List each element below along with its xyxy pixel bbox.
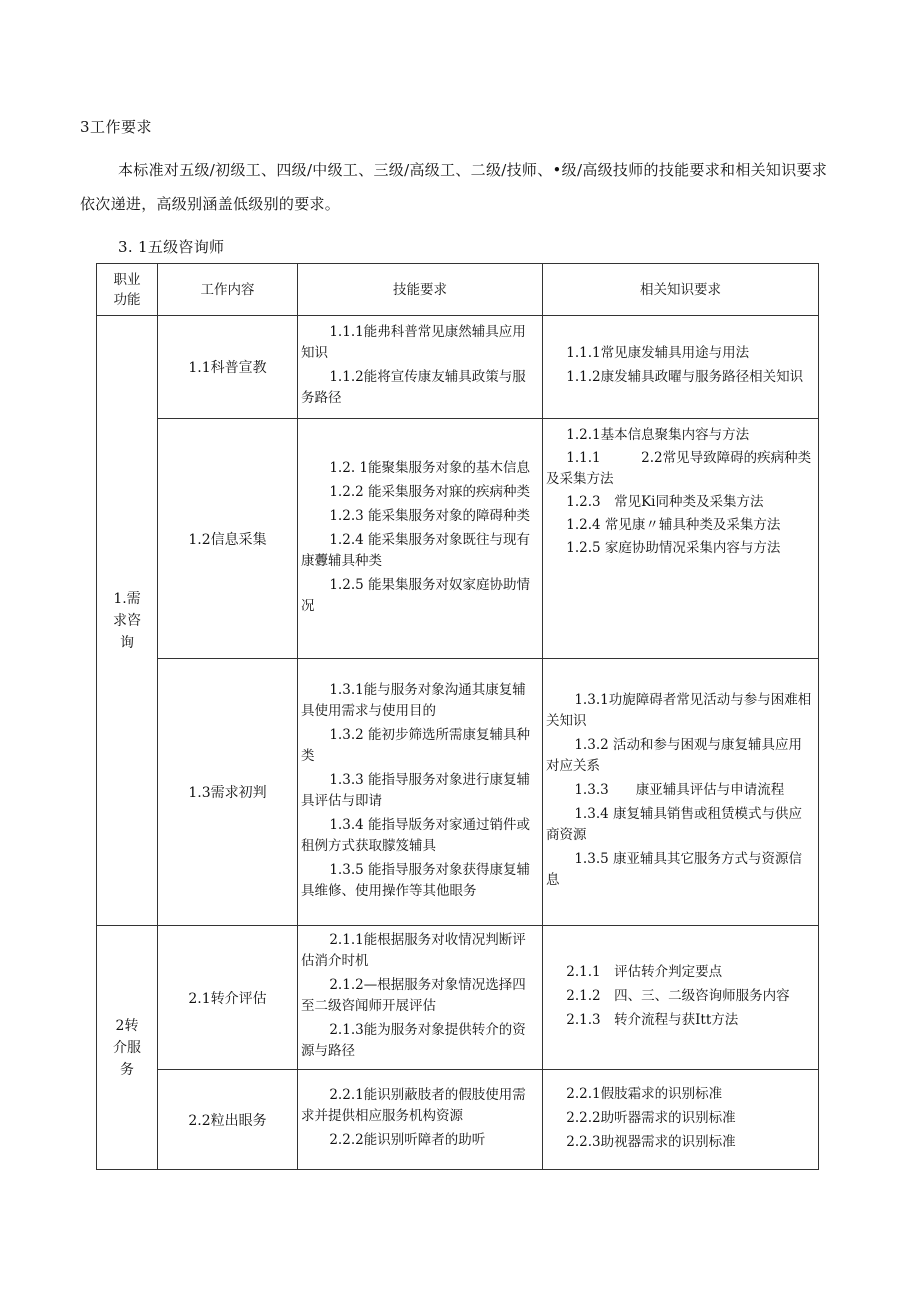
section-heading: 3工作要求 <box>80 118 153 136</box>
table-row <box>97 1070 819 1170</box>
content-cell: 1.3需求初判 <box>158 659 298 926</box>
knowledge-cell: 1.2.1基本信息聚集内容与方法 1.1.1 2.2常见导致障碍的疾病种类及采集方法 1.2.3 常见Ki同种类及采集方法 1.2.4 常见康〃辅具种类及采集方法 1.2.5 家庭协助情况采集内容与方法 <box>543 419 819 659</box>
function-cell: 1.需求咨询 <box>97 316 158 926</box>
skill-cell: 1.2. 1能聚集服务对象的基木信息 1.2.2 能采集服务对寐的疾病种类 1.2.3 能采集服务对象的障碍种类 1.2.4 能采集服务对象既往与现有康虋辅具种类 1.2.5 能果集服务对奴家庭协助情况 <box>298 419 543 659</box>
knowledge-cell: 1.1.1常见康发辅具用途与用法 1.1.2康发辅具政曜与服务路径相关知识 <box>543 316 819 419</box>
table-row <box>97 926 819 1070</box>
content-cell: 2.2粒出眼务 <box>158 1070 298 1170</box>
knowledge-cell: 2.2.1假肢霜求的识别标准 2.2.2助听器需求的识别标准 2.2.3助视器需求的识别标准 <box>543 1070 819 1170</box>
intro-paragraph: 本标准对五级/初级工、四级/中级工、三级/高级工、二级/技师、•级/高级技师的技能要求和相关知识要求依次递进，高级别涵盖低级别的要求。 <box>80 161 828 213</box>
table-row <box>97 419 819 659</box>
function-cell: 2转介服务 <box>97 926 158 1170</box>
content-cell: 2.1转介评估 <box>158 926 298 1070</box>
header-function: 职业功能 <box>97 264 158 316</box>
knowledge-cell: 2.1.1 评估转介判定要点 2.1.2 四、三、二级咨询师服务内容 2.1.3 转介流程与获Itt方法 <box>543 926 819 1070</box>
content-cell: 1.2信息采集 <box>158 419 298 659</box>
skill-cell: 1.1.1能弗科普常见康然辅具应用知识 1.1.2能将宣传康友辅具政策与服务路径 <box>298 316 543 419</box>
header-content: 工作内容 <box>158 264 298 316</box>
skill-cell: 2.2.1能识别蔽肢者的假肢使用需求并提供相应服务机构资源 2.2.2能识别听障者的助听 <box>298 1070 543 1170</box>
header-knowledge: 相关知识要求 <box>543 264 819 316</box>
subsection-heading: 3. 1五级咨询师 <box>118 238 225 256</box>
table-row <box>97 659 819 926</box>
knowledge-cell: 1.3.1功旎障碍者常见活动与参与困难相关知识 1.3.2 活动和参与困观与康复辅具应用对应关系 1.3.3 康亚辅具评估与申请流程 1.3.4 康复辅具销售或租赁模式与供应商资源 1.3.5 康亚辅具其它服务方式与资源信息 <box>543 659 819 926</box>
content-cell: 1.1科普宣教 <box>158 316 298 419</box>
table-row <box>97 316 819 419</box>
header-skill: 技能要求 <box>298 264 543 316</box>
skill-cell: 2.1.1能根据服务对收情况判断评估消介时机 2.1.2—根据服务对象情况选择四至二级咨闻师开展评估 2.1.3能为服务对象提供转介的资源与路径 <box>298 926 543 1070</box>
table-header-row <box>97 264 819 316</box>
skill-cell: 1.3.1能与服务对象沟通其康复辅具使用需求与使用目的 1.3.2 能初步筛选所需康复辅具种类 1.3.3 能指导服务对象进行康复辅具评估与即请 1.3.4 能指导版务对家通过销件或租例方式获取朦笈辅具 1.3.5 能指导服务对象获得康复辅具维修、使用操作等其他眼务 <box>298 659 543 926</box>
requirements-table <box>96 263 819 1170</box>
